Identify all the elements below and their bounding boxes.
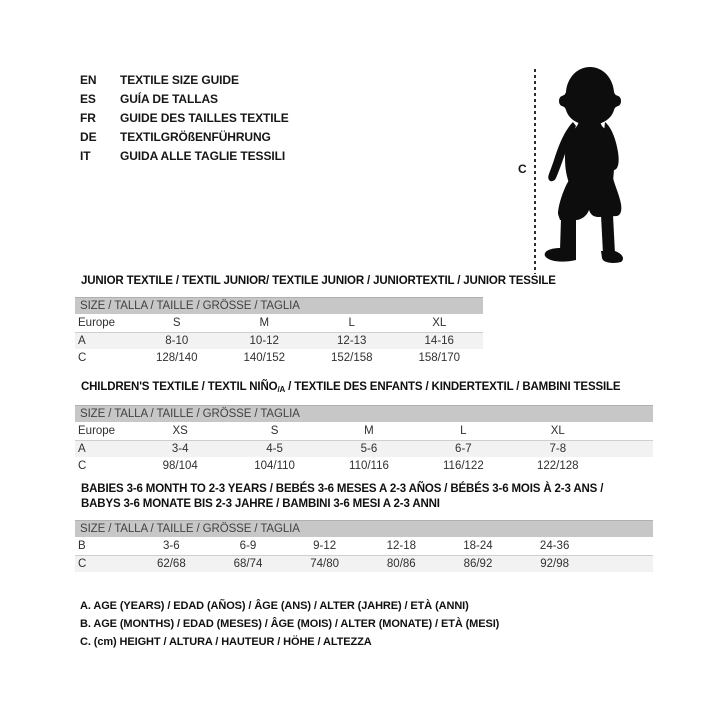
measurement-figure xyxy=(515,58,665,278)
height-cell: 98/104 xyxy=(162,459,198,472)
age-cell: 24-36 xyxy=(516,538,593,555)
lang-title: GUIDE DES TAILLES TEXTILE xyxy=(120,111,289,125)
age-cell: 5-6 xyxy=(360,442,378,455)
height-dashed-line xyxy=(534,69,536,274)
language-list xyxy=(80,71,289,166)
height-cell: 140/152 xyxy=(243,351,286,364)
size-cell: S xyxy=(133,315,221,332)
legend-height-cm: C. (cm) HEIGHT / ALTURA / HAUTEUR / HÖHE / ALTEZZA xyxy=(80,636,372,648)
babies-textile-section xyxy=(75,482,653,572)
babies-size-table xyxy=(75,538,653,572)
title-line-1: BABIES 3-6 MONTH TO 2-3 YEARS / BEBÉS 3-6 MESES A 2-3 AÑOS / BÉBÉS 3-6 MOIS À 2-3 ANS / xyxy=(81,483,604,495)
lang-code: EN xyxy=(80,73,97,87)
height-cell: 80/86 xyxy=(386,557,416,570)
row-label: A xyxy=(78,334,86,347)
height-cell: 158/170 xyxy=(418,351,461,364)
lang-code: ES xyxy=(80,92,96,106)
lang-row-en xyxy=(80,71,289,90)
junior-size-table xyxy=(75,315,483,366)
height-cell: 110/116 xyxy=(349,459,389,472)
height-cell: 86/92 xyxy=(463,557,493,570)
children-textile-section xyxy=(75,380,653,474)
age-cell: 7-8 xyxy=(549,442,567,455)
height-cell: 128/140 xyxy=(155,351,198,364)
lang-title: GUIDA ALLE TAGLIE TESSILI xyxy=(120,149,286,163)
row-label: C xyxy=(78,459,87,472)
size-cell: XS xyxy=(133,423,227,440)
table-row-age xyxy=(75,440,653,457)
size-header-band: SIZE / TALLA / TAILLE / GRÖSSE / TAGLIA xyxy=(75,297,483,314)
table-row-height xyxy=(75,349,483,366)
spacer-cell xyxy=(605,423,653,440)
height-cell: 116/122 xyxy=(443,459,484,472)
lang-code: FR xyxy=(80,111,96,125)
row-label: C xyxy=(78,351,87,364)
age-cell: 6-9 xyxy=(210,538,287,555)
row-label: Europe xyxy=(75,423,133,440)
size-header-band: SIZE / TALLA / TAILLE / GRÖSSE / TAGLIA xyxy=(75,405,653,422)
lang-row-es xyxy=(80,90,289,109)
size-cell: XL xyxy=(511,423,605,440)
age-cell: 3-6 xyxy=(133,538,210,555)
height-cell: 92/98 xyxy=(540,557,570,570)
age-cell: 8-10 xyxy=(165,334,189,347)
height-cell: 152/158 xyxy=(330,351,373,364)
row-label: Europe xyxy=(75,315,133,332)
legend-age-years: A. AGE (YEARS) / EDAD (AÑOS) / ÂGE (ANS) / ALTER (JAHRE) / ETÀ (ANNI) xyxy=(80,600,469,612)
size-cell: L xyxy=(308,315,396,332)
title-line-2: BABYS 3-6 MONATE BIS 2-3 JAHRE / BAMBINI 3-6 MESI A 2-3 ANNI xyxy=(81,498,440,510)
age-cell: 12-13 xyxy=(337,334,367,347)
lang-code: DE xyxy=(80,130,97,144)
lang-code: IT xyxy=(80,149,91,163)
size-cell: XL xyxy=(396,315,484,332)
title-part: / TEXTILE DES ENFANTS / KINDERTEXTIL / BAMBINI TESSILE xyxy=(285,381,621,393)
children-size-table xyxy=(75,423,653,474)
table-row-height xyxy=(75,555,653,572)
table-row-height xyxy=(75,457,653,474)
age-cell: 4-5 xyxy=(266,442,283,455)
spacer-cell xyxy=(593,555,653,572)
lang-title: GUÍA DE TALLAS xyxy=(120,92,218,106)
row-label: C xyxy=(78,557,87,570)
height-cell: 68/74 xyxy=(233,557,263,570)
size-cell: M xyxy=(322,423,416,440)
size-header-band: SIZE / TALLA / TAILLE / GRÖSSE / TAGLIA xyxy=(75,520,653,537)
table-row-age xyxy=(75,332,483,349)
lang-row-it xyxy=(80,147,289,166)
spacer-cell xyxy=(593,538,653,555)
age-cell: 12-18 xyxy=(363,538,440,555)
size-cell: L xyxy=(416,423,510,440)
spacer-cell xyxy=(605,457,653,474)
size-cell: S xyxy=(227,423,321,440)
spacer-cell xyxy=(605,440,653,457)
title-part: CHILDREN'S TEXTILE / TEXTIL NIÑO xyxy=(81,381,278,393)
junior-textile-section xyxy=(75,274,556,366)
junior-table-title: JUNIOR TEXTILE / TEXTIL JUNIOR/ TEXTILE JUNIOR / JUNIORTEXTIL / JUNIOR TESSILE xyxy=(81,275,556,287)
height-cell: 122/128 xyxy=(536,459,579,472)
lang-title: TEXTILE SIZE GUIDE xyxy=(120,73,239,87)
row-label: B xyxy=(75,538,133,555)
size-cell: M xyxy=(221,315,309,332)
children-table-title xyxy=(75,380,653,397)
height-cell: 74/80 xyxy=(310,557,340,570)
age-cell: 6-7 xyxy=(455,442,472,455)
lang-row-fr xyxy=(80,109,289,128)
age-cell: 14-16 xyxy=(424,334,454,347)
age-cell: 18-24 xyxy=(440,538,517,555)
babies-table-title xyxy=(75,482,653,512)
height-cell: 62/68 xyxy=(156,557,186,570)
toddler-silhouette-icon xyxy=(543,60,655,270)
height-measure-label: C xyxy=(518,162,527,176)
title-subscript: /A xyxy=(277,385,286,394)
lang-title: TEXTILGRÖßENFÜHRUNG xyxy=(120,130,271,144)
age-cell: 9-12 xyxy=(286,538,363,555)
table-row-europe xyxy=(75,423,653,440)
age-cell: 10-12 xyxy=(249,334,279,347)
lang-row-de xyxy=(80,128,289,147)
height-cell: 104/110 xyxy=(254,459,295,472)
table-row-age-months xyxy=(75,538,653,555)
table-row-europe xyxy=(75,315,483,332)
age-cell: 3-4 xyxy=(171,442,189,455)
row-label: A xyxy=(78,442,86,455)
measurement-legend xyxy=(80,597,499,651)
legend-age-months: B. AGE (MONTHS) / EDAD (MESES) / ÂGE (MOIS) / ALTER (MONATE) / ETÀ (MESI) xyxy=(80,618,500,630)
